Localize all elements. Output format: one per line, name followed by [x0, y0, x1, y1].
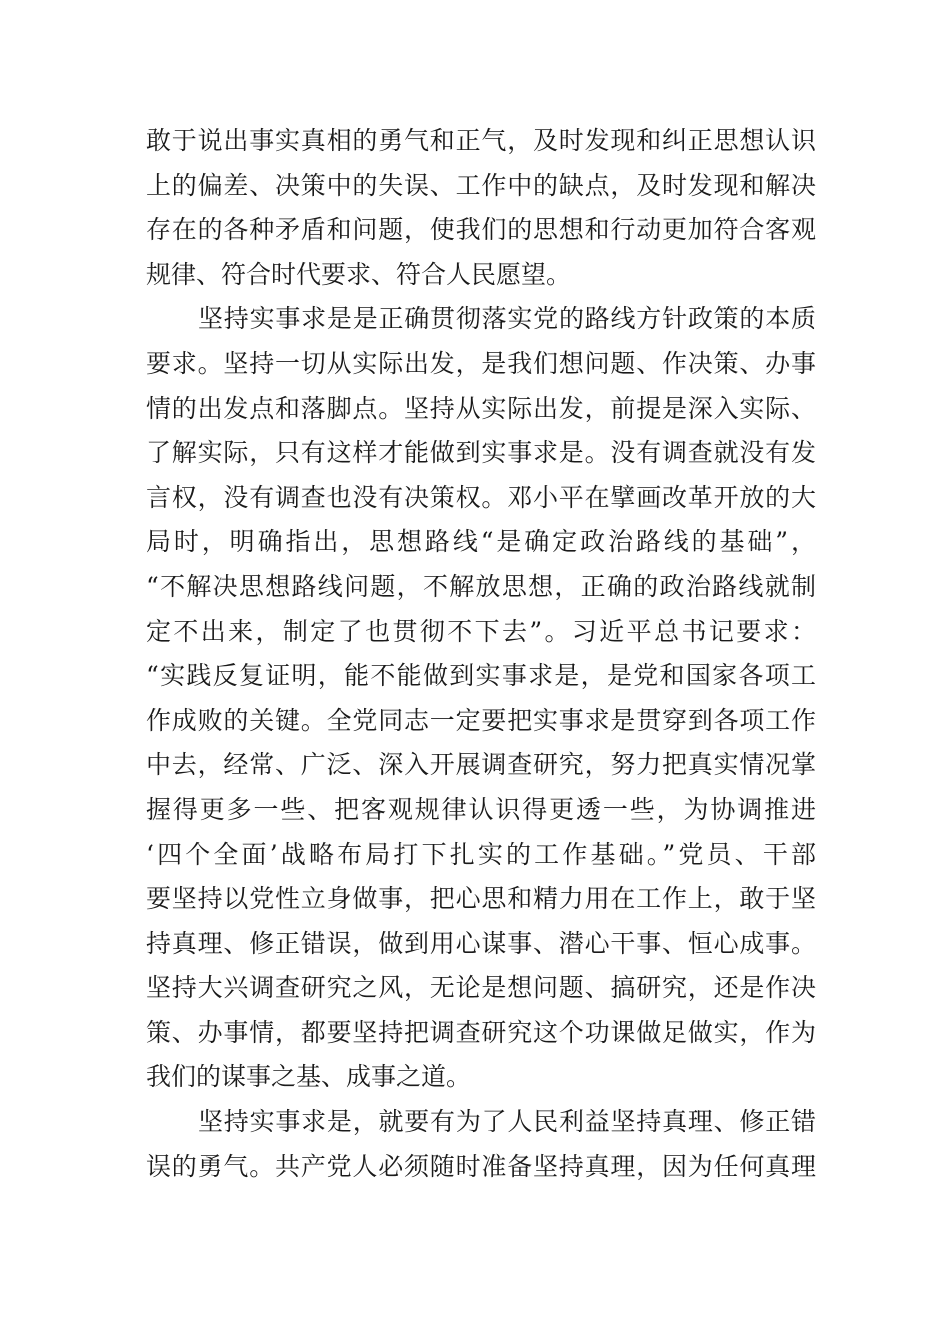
text-line: 要求。坚持一切从实际出发，是我们想问题、作决策、办事 [146, 348, 816, 378]
paragraph-first-line: 坚持实事求是是正确贯彻落实党的路线方针政策的本质 [198, 304, 816, 334]
body-text [146, 119, 816, 1189]
text-line: 敢于说出事实真相的勇气和正气，及时发现和纠正思想认识 [146, 126, 816, 155]
text-line: 规律、符合时代要求、符合人民愿望。 [146, 259, 572, 289]
text-line: 言权，没有调查也没有决策权。邓小平在擘画改革开放的大 [146, 482, 816, 512]
paragraph-first-line: 坚持实事求是，就要有为了人民利益坚持真理、修正错 [198, 1107, 816, 1137]
text-line: 上的偏差、决策中的失误、工作中的缺点，及时发现和解决 [146, 170, 816, 200]
text-line: 我们的谋事之基、成事之道。 [146, 1062, 472, 1092]
text-line: 作成败的关键。全党同志一定要把实事求是贯穿到各项工作 [146, 705, 816, 735]
text-line: “不解决思想路线问题，不解放思想，正确的政治路线就制 [146, 571, 816, 601]
text-line: 情的出发点和落脚点。坚持从实际出发，前提是深入实际、 [146, 393, 816, 423]
text-line: “实践反复证明，能不能做到实事求是，是党和国家各项工 [146, 661, 816, 691]
text-line: 策、办事情，都要坚持把调查研究这个功课做足做实，作为 [146, 1017, 816, 1047]
text-line: 坚持大兴调查研究之风，无论是想问题、搞研究，还是作决 [146, 973, 816, 1003]
text-line: 定不出来，制定了也贯彻不下去”。习近平总书记要求： [146, 616, 816, 646]
text-line: 握得更多一些、把客观规律认识得更透一些，为协调推进 [146, 794, 816, 824]
text-line: 存在的各种矛盾和问题，使我们的思想和行动更加符合客观 [146, 215, 816, 245]
text-line: 误的勇气。共产党人必须随时准备坚持真理，因为任何真理 [146, 1151, 816, 1181]
text-line: 持真理、修正错误，做到用心谋事、潜心干事、恒心成事。 [146, 928, 816, 958]
text-line: 了解实际，只有这样才能做到实事求是。没有调查就没有发 [146, 438, 816, 468]
text-line: 局时，明确指出，思想路线“是确定政治路线的基础”， [146, 527, 816, 557]
text-line: 中去，经常、广泛、深入开展调查研究，努力把真实情况掌 [146, 750, 816, 780]
text-line: 要坚持以党性立身做事，把心思和精力用在工作上，敢于坚 [146, 884, 816, 914]
text-line: ‘四个全面’战略布局打下扎实的工作基础。”党员、干部 [146, 839, 816, 869]
